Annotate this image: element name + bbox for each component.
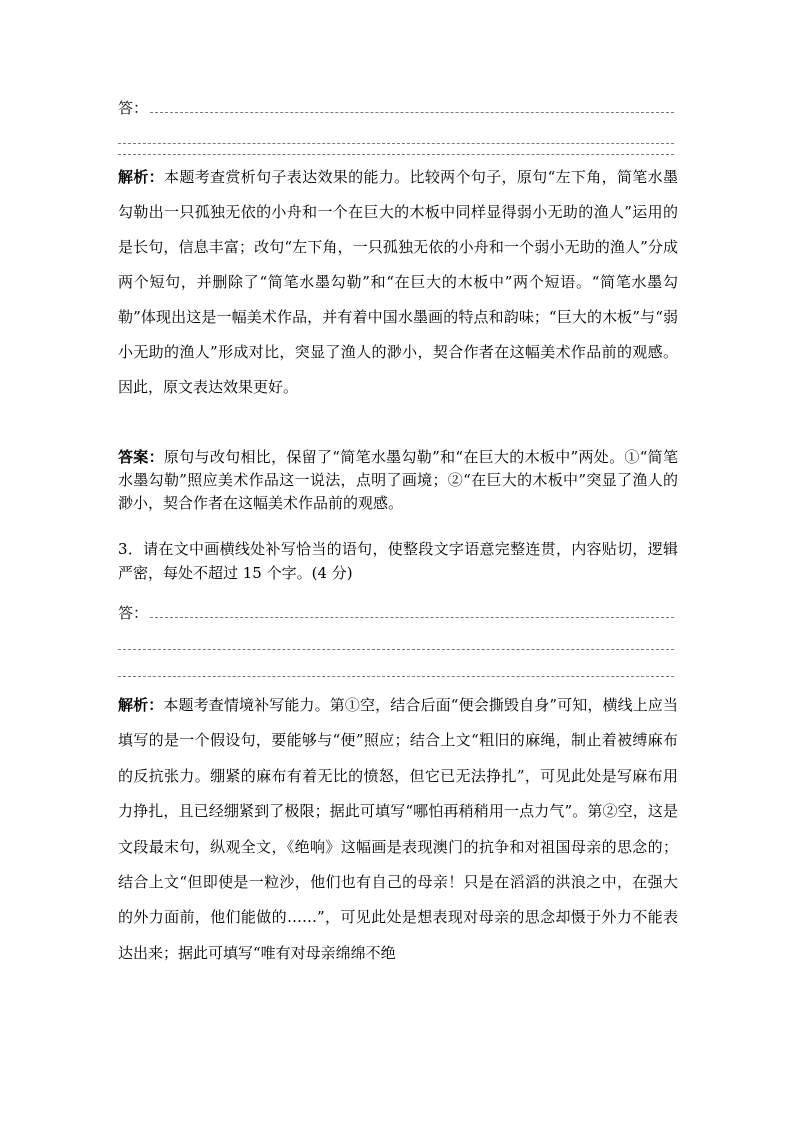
q2-analysis-text: 本题考查赏析句子表达效果的能力。比较两个句子，原句“左下角，简笔水墨勾勒出一只孤独无依的小舟和一个在巨大的木板中同样显得弱小无助的渔人”运用的是长句，信息丰富；改句“左下角，一只孤独无依的小舟和一个弱小无助的渔人”分成两个短句，并删除了“简笔水墨勾勒”和“在巨大的木板中”两个短语。“简笔水墨勾勒”体现出这是一幅美术作品，并有着中国水墨画的特点和韵味；“巨大的木板”与“弱小无助的渔人”形成对比，突显了渔人的渺小，契合作者在这幅美术作品前的观感。因此，原文表达效果更好。 (118, 168, 678, 396)
q3-answer-line[interactable] (118, 603, 674, 623)
q3-answer-label: 答： (118, 604, 149, 622)
q3-analysis-label: 解析： (118, 696, 164, 714)
q3-analysis (118, 688, 678, 971)
q3-analysis-text: 本题考查情境补写能力。第①空，结合后面“便会撕毁自身”可知，横线上应当填写的是一个假设句，要能够与“便”照应；结合上文“粗旧的麻绳，制止着被缚麻布的反抗张力。绷紧的麻布有着无比的愤怒，但它已无法挣扎”，可见此处是写麻布用力挣扎，且已经绷紧到了极限；据此可填写“哪怕再稍稍用一点力气”。第②空，这是文段最末句，纵观全文，《绝响》这幅画是表现澳门的抗争和对祖国母亲的思念的；结合上文“但即使是一粒沙，他们也有自己的母亲！只是在滔滔的洪浪之中，在强大的外力面前，他们能做的……”，可见此处是想表现对母亲的思念却慑于外力不能表达出来；据此可填写“唯有对母亲绵绵不绝 (118, 696, 678, 962)
q2-answer-blank[interactable] (150, 98, 674, 113)
q3-answer-rule-1 (118, 649, 674, 650)
q2-answer-rule-1 (118, 143, 674, 144)
q2-key (118, 446, 678, 515)
q2-key-text: 原句与改句相比，保留了“简笔水墨勾勒”和“在巨大的木板中”两处。①“简笔水墨勾勒”照应美术作品这一说法，点明了画境；②“在巨大的木板中”突显了渔人的渺小，契合作者在这幅美术作品前的观感。 (118, 448, 678, 512)
q3-answer-blank[interactable] (150, 603, 674, 618)
q2-analysis (118, 160, 678, 405)
q2-answer-rule-2 (118, 154, 674, 155)
q2-answer-label: 答： (118, 99, 149, 117)
q2-key-label: 答案： (118, 448, 164, 466)
q2-answer-line[interactable] (118, 98, 674, 118)
q2-analysis-label: 解析： (118, 168, 165, 186)
q3-answer-rule-2 (118, 676, 674, 677)
q3-question: 3．请在文中画横线处补写恰当的语句，使整段文字语意完整连贯，内容贴切，逻辑严密，每处不超过 15 个字。(4 分) (118, 540, 678, 582)
